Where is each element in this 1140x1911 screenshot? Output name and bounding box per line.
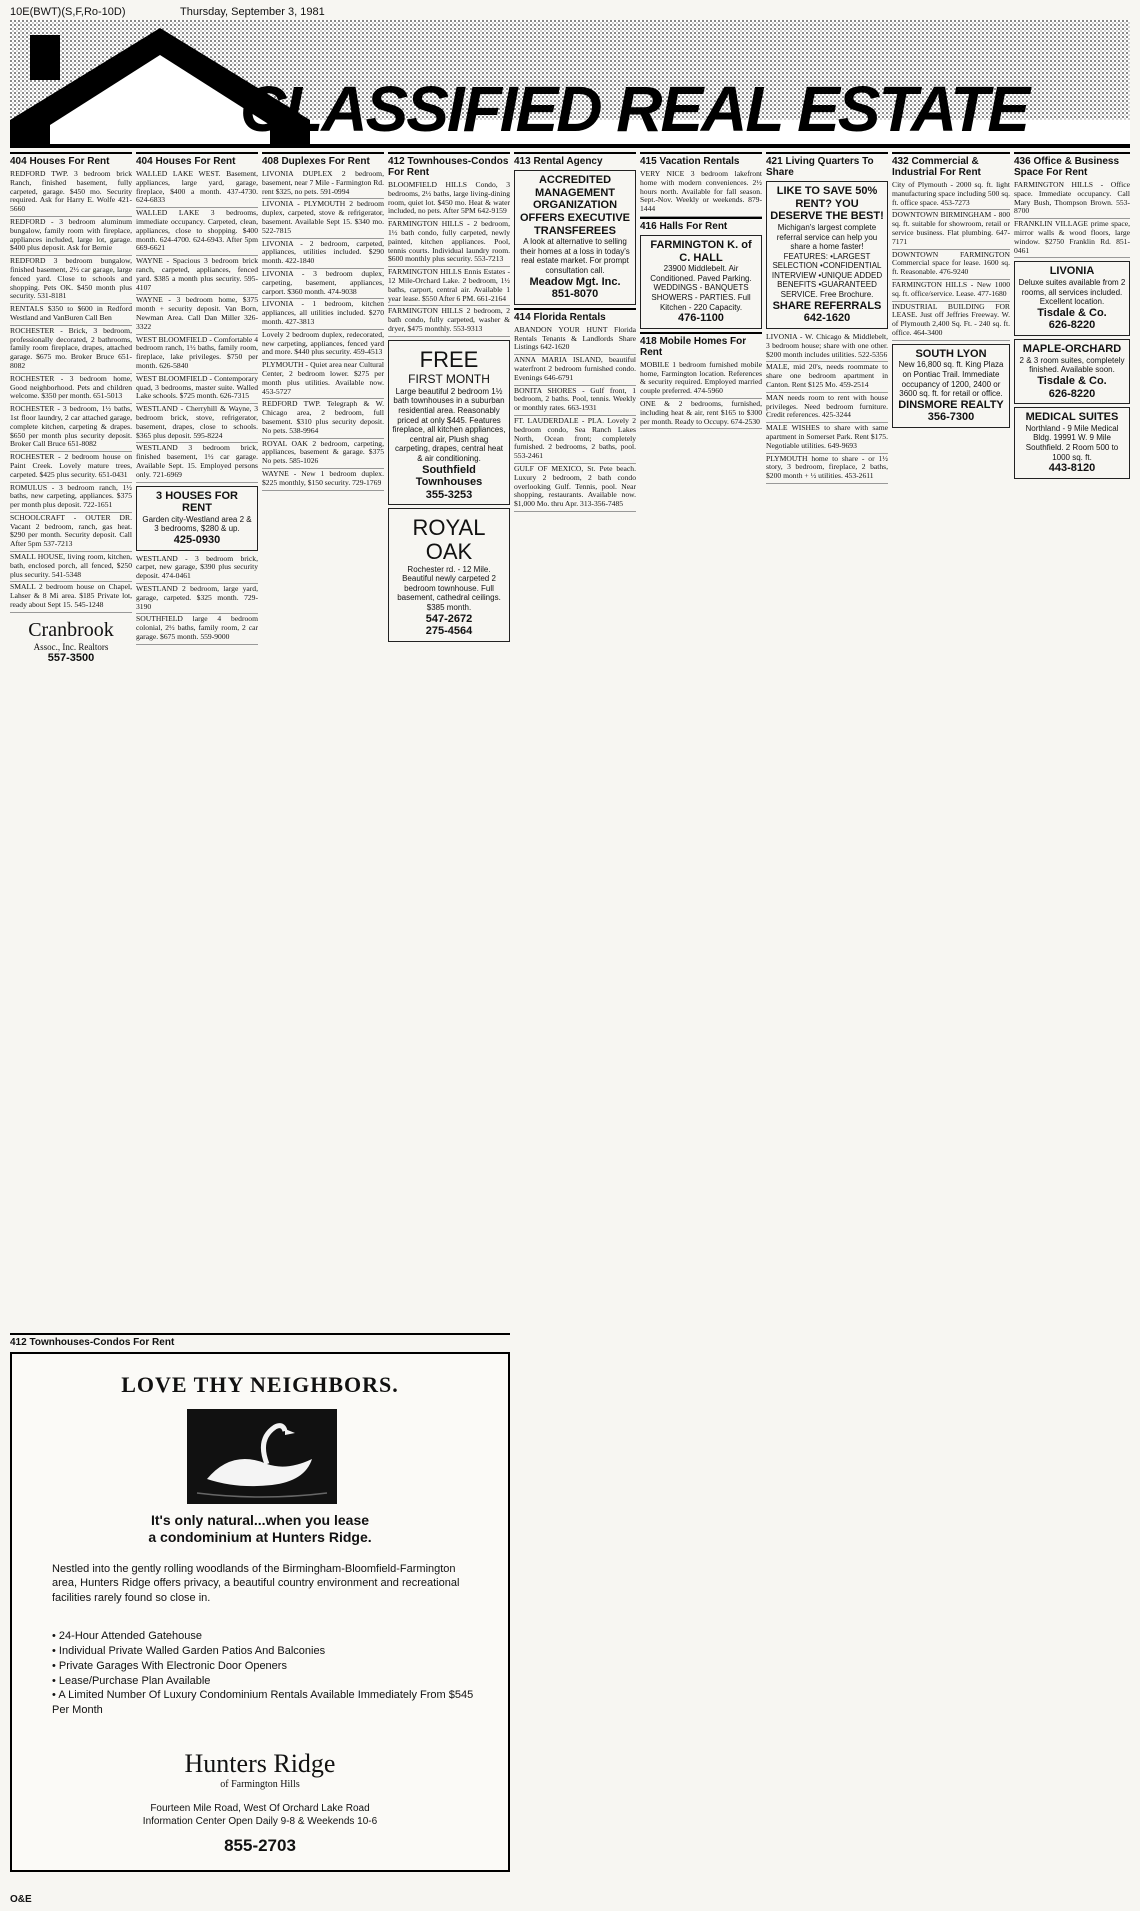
list-item: PLYMOUTH - Quiet area near Cultural Center, 2 bedroom lower. $275 per month plus utilities. Available now. 453-5727 bbox=[262, 360, 384, 399]
section-heading: 408 Duplexes For Rent bbox=[262, 152, 384, 167]
royal-oak-ad bbox=[388, 508, 510, 641]
list-item: INDUSTRIAL BUILDING FOR LEASE. Just off Jeffries Freeway. W. of Plymouth 2,400 Sq. Ft. - 240 sq. ft. office. 464-3400 bbox=[892, 302, 1010, 341]
list-item: WESTLAND 2 bedroom, large yard, garage, carpeted. $325 month. 729-3190 bbox=[136, 584, 258, 614]
list-item: WEST BLOOMFIELD - Comfortable 4 bedroom ranch, 1½ baths, family room, fireplace, lake privileges. $750 per month. 626-5840 bbox=[136, 335, 258, 374]
list-item: LIVONIA - 2 bedroom, carpeted, appliances, utilities included. $290 month. 422-1840 bbox=[262, 239, 384, 269]
column-404-b bbox=[136, 152, 258, 1332]
cranbrook-name: Cranbrook bbox=[28, 618, 114, 641]
list-item: WAYNE - 3 bedroom home, $375 month + security deposit. Van Born, Newman Area. Call Dan Miller 326-3322 bbox=[136, 295, 258, 334]
medical-phone: 443-8120 bbox=[1048, 462, 1096, 475]
list-item: DOWNTOWN FARMINGTON Commercial space for lease. 1600 sq. ft. Reasonable. 476-9240 bbox=[892, 250, 1010, 280]
list-item: REDFORD TWP. 3 bedroom brick Ranch, finished basement, fully carpeted, garage. $450 mo. Security required. Ask for Harry E. Wolfe 421-5660 bbox=[10, 169, 132, 217]
ad-phone: 855-2703 bbox=[224, 1836, 296, 1855]
royaloak-body: Rochester rd. - 12 Mile. Beautiful newly carpeted 2 bedroom townhouse. Full basement, cathedral ceilings. $385 month. bbox=[397, 564, 501, 612]
brand-logo bbox=[12, 1749, 508, 1790]
section-heading: 404 Houses For Rent bbox=[10, 152, 132, 167]
agency-name: Meadow Mgt. Inc. bbox=[529, 275, 621, 288]
maple-body: 2 & 3 room suites, completely finished. Available soon. bbox=[1019, 355, 1125, 375]
list-item: LIVONIA - 3 bedroom duplex, carpeting, basement, appliances, carport. $360 month. 474-9038 bbox=[262, 269, 384, 299]
ad-subhead-line1: It's only natural...when you lease bbox=[150, 1512, 370, 1528]
list-item: WESTLAND - Cherryhill & Wayne, 3 bedroom brick, stove, refrigerator, basement, drapes, close to schools. $365 plus deposit. 595-8224 bbox=[136, 404, 258, 443]
column-412 bbox=[388, 152, 510, 1332]
garden-phone: 425-0930 bbox=[173, 533, 221, 546]
list-item: ROCHESTER - Brick, 3 bedroom, professionally decorated, 2 bathrooms, family room fireplace, drapes, attached garage. $675 mo. Broker Bruce 651-8082 bbox=[10, 326, 132, 374]
column-408 bbox=[262, 152, 384, 1332]
livonia-title: LIVONIA bbox=[1049, 265, 1095, 278]
livonia-ad bbox=[1014, 261, 1130, 336]
column-421 bbox=[766, 152, 888, 1852]
list-item: • Private Garages With Electronic Door Openers bbox=[52, 1659, 488, 1674]
sl-body: New 16,800 sq. ft. King Plaza on Pontiac Trail. Immediate occupancy of 1200, 2400 or 3600 sq. ft. for retail or office. bbox=[898, 360, 1004, 399]
list-item: LIVONIA DUPLEX 2 bedroom, basement, near 7 Mile - Farmington Rd. rent $325, no pets. 591-0994 bbox=[262, 169, 384, 199]
share-phone: 642-1620 bbox=[803, 312, 851, 325]
list-item: WESTLAND 3 bedroom brick, finished basement, 1½ car garage. Available Sept. 15. Employed persons only. 721-6969 bbox=[136, 443, 258, 482]
list-item: FARMINGTON HILLS - 2 bedroom, 1½ bath condo, fully carpeted, newly painted, kitchen appliances. Pool, tennis courts. Individual laundry room. $600 monthly plus security. 553-7213 bbox=[388, 219, 510, 267]
list-item: BLOOMFIELD HILLS Condo, 3 bedrooms, 2½ baths, large living-dining room, quiet lot. $450 mo. Heat & water included, no pets. After 5PM 642-9159 bbox=[388, 180, 510, 219]
list-item: BONITA SHORES - Gulf front, 1 bedroom, 2 baths. Pool, tennis. Weekly or monthly rates. 663-1931 bbox=[514, 386, 636, 416]
list-item: • Lease/Purchase Plan Available bbox=[52, 1674, 488, 1689]
agency-body: A look at alternative to selling their homes at a loss in today's real estate market. For prompt consultation call. bbox=[520, 237, 630, 275]
section-heading: 415 Vacation Rentals bbox=[640, 152, 762, 167]
share-body: Michigan's largest complete referral service can help you share a home faster! FEATURES: •LARGEST SELECTION •CONFIDENTIAL INTERVIEW •UNIQUE ADDED BENEFITS •GUARANTEED SERVICE. Free Brochure. bbox=[771, 222, 883, 300]
list-item: ANNA MARIA ISLAND, beautiful waterfront 2 bedroom furnished condo. Evenings 646-6791 bbox=[514, 355, 636, 385]
list-item: WEST BLOOMFIELD - Contemporary quad, 3 bedrooms, master suite. Walled Lake schools. $725 month. 626-7315 bbox=[136, 374, 258, 404]
column-432 bbox=[892, 152, 1010, 1852]
list-item: ROCHESTER - 3 bedroom home, Good neighborhood. Pets and children welcome. $350 per month. 651-5013 bbox=[10, 374, 132, 404]
list-item: DOWNTOWN BIRMINGHAM - 800 sq. ft. suitable for showroom, retail or service business. Flat plumbing. 647-7171 bbox=[892, 210, 1010, 249]
cranbrook-phone: 557-3500 bbox=[47, 652, 95, 665]
list-item: MAN needs room to rent with house privileges. Need bedroom furniture. Credit references. 425-3244 bbox=[766, 393, 888, 423]
garden-title: 3 HOUSES FOR RENT bbox=[156, 489, 238, 515]
sl-phone: 356-7300 bbox=[927, 411, 975, 424]
south-lyon-ad bbox=[892, 344, 1010, 428]
list-item: FARMINGTON HILLS Ennis Estates - 12 Mile-Orchard Lake. 2 bedroom, 1½ baths, carport, central air. Available 1 year lease. $550 After 6 PM. 661-2164 bbox=[388, 267, 510, 306]
hall-phone: 476-1100 bbox=[678, 312, 724, 325]
hunters-ridge-ad bbox=[10, 1352, 510, 1872]
section-heading-412: 412 Townhouses-Condos For Rent bbox=[10, 1333, 510, 1348]
section-heading: 412 Townhouses-Condos For Rent bbox=[388, 152, 510, 178]
medical-body: Northland - 9 Mile Medical Bldg. 19991 W. 9 Mile Southfield. 2 Room 500 to 1000 sq. ft. bbox=[1025, 423, 1119, 462]
royaloak-title: ROYAL OAK bbox=[412, 515, 486, 564]
list-item: WAYNE - New 1 bedroom duplex. $225 monthly, $150 security. 729-1769 bbox=[262, 469, 384, 491]
cranbrook-sub: Assoc., Inc. Realtors bbox=[33, 642, 109, 653]
ad-address bbox=[12, 1802, 508, 1828]
list-item: FARMINGTON HILLS - Office space. Immediate occupancy. Call Mary Bush, Thompson Brown. 553-8700 bbox=[1014, 180, 1130, 219]
folio-date: Thursday, September 3, 1981 bbox=[180, 6, 325, 18]
list-item: REDFORD TWP. Telegraph & W. Chicago area, 2 bedroom, full basement. $310 plus security deposit. No pets. 538-9964 bbox=[262, 399, 384, 438]
section-heading: 436 Office & Business Space For Rent bbox=[1014, 152, 1130, 178]
feature-list bbox=[52, 1629, 488, 1718]
brand-sub: of Farmington Hills bbox=[220, 1779, 300, 1790]
maple-phone: 626-8220 bbox=[1048, 387, 1096, 400]
list-item: ROCHESTER - 2 bedroom house on Paint Creek. Lovely mature trees, carpeted. $425 plus security. 651-0431 bbox=[10, 452, 132, 482]
garden-city-ad bbox=[136, 486, 258, 551]
section-heading: 432 Commercial & Industrial For Rent bbox=[892, 152, 1010, 178]
list-item: ONE & 2 bedrooms, furnished, including heat & air, rent $165 to $300 per month. Ready to Occupy. 674-2530 bbox=[640, 399, 762, 429]
list-item: WALLED LAKE 3 bedrooms, immediate occupancy. Carpeted, clean, appliances, close to shopping. $400 month. 624-4700. 624-6943. After 5pm 669-6621 bbox=[136, 208, 258, 256]
sl-name: DINSMORE REALTY bbox=[898, 398, 1004, 411]
list-item: REDFORD 3 bedroom bungalow, finished basement, 2½ car garage, large fenced yard. Close to schools and shopping. Pets OK. $450 month plus security. 531-8181 bbox=[10, 256, 132, 304]
list-item: SMALL HOUSE, living room, kitchen, bath, enclosed porch, all fenced, $250 plus security. 541-5348 bbox=[10, 552, 132, 582]
section-heading: 413 Rental Agency bbox=[514, 152, 636, 167]
swan-illustration bbox=[187, 1409, 337, 1504]
hall-body: 23900 Middlebelt. Air Conditioned. Paved Parking. WEDDINGS - BANQUETS SHOWERS - PARTIES. Full Kitchen - 220 Capacity. bbox=[650, 264, 752, 312]
list-item: REDFORD - 3 bedroom aluminum bungalow, family room with fireplace, appliances included, large lot, garage. $400 plus deposit. Ask for Bernie bbox=[10, 217, 132, 256]
maple-title: MAPLE-ORCHARD bbox=[1022, 343, 1122, 356]
royaloak-phone: 547-2672 bbox=[425, 612, 473, 625]
section-heading: 418 Mobile Homes For Rent bbox=[640, 332, 762, 358]
list-item: ROMULUS - 3 bedroom ranch, 1½ baths, new carpeting, appliances. $375 per month plus deposit. 722-1651 bbox=[10, 483, 132, 513]
list-item: • A Limited Number Of Luxury Condominium Rentals Available Immediately From $545 Per Month bbox=[52, 1688, 488, 1718]
list-item: FT. LAUDERDALE - PLA. Lovely 2 bedroom condo, Sea Ranch Lakes North, Ocean front; completely furnished. 2 bedrooms, 2 baths, pool. 553-2461 bbox=[514, 416, 636, 464]
address-line1: Fourteen Mile Road, West Of Orchard Lake Road bbox=[150, 1803, 370, 1814]
livonia-phone: 626-8220 bbox=[1048, 319, 1096, 332]
promo-phone: 355-3253 bbox=[425, 488, 473, 501]
list-item: ROYAL OAK 2 bedroom, carpeting, appliances, basement & garage. $375 No pets. 585-1026 bbox=[262, 439, 384, 469]
folio-footer: O&E bbox=[10, 1894, 32, 1905]
share-title: LIKE TO SAVE 50% RENT? YOU DESERVE THE BEST! bbox=[770, 185, 884, 223]
list-item: WALLED LAKE WEST. Basement, appliances, large yard, garage, fireplace, $400 a month. 437-4730. 624-6833 bbox=[136, 169, 258, 208]
agency-phone: 851-8070 bbox=[551, 288, 599, 301]
agency-title: ACCREDITED MANAGEMENT ORGANIZATION OFFERS EXECUTIVE TRANSFEREES bbox=[519, 174, 631, 237]
address-line2: Information Center Open Daily 9-8 & Weekends 10-6 bbox=[142, 1816, 378, 1827]
list-item: WAYNE - Spacious 3 bedroom brick ranch, carpeted, appliances, fenced yard. $385 a month plus security. 595-4107 bbox=[136, 256, 258, 295]
section-heading: 421 Living Quarters To Share bbox=[766, 152, 888, 178]
column-404-a bbox=[10, 152, 132, 1332]
list-item: LIVONIA - W. Chicago & Middlebelt, 3 bedroom house; share with one other. $200 month includes utilities. 522-5356 bbox=[766, 332, 888, 362]
maple-name: Tisdale & Co. bbox=[1037, 374, 1107, 387]
list-item: • Individual Private Walled Garden Patios And Balconies bbox=[52, 1644, 488, 1659]
section-heading: 404 Houses For Rent bbox=[136, 152, 258, 167]
folio-code: 10E(BWT)(S,F,Ro-10D) bbox=[10, 6, 126, 18]
list-item: SMALL 2 bedroom house on Chapel, Lahser & 8 Mi area. $185 Private lot, ready about Sept 15. 545-1248 bbox=[10, 582, 132, 612]
agency-ad bbox=[514, 170, 636, 305]
list-item: VERY NICE 3 bedroom lakefront home with modern conveniences. 2½ hours north. Available for fall season. Sept.-Nov. Weekly or weekends. 879-1444 bbox=[640, 169, 762, 217]
list-item: RENTALS $350 to $600 in Redford Westland and VanBuren Call Ben bbox=[10, 304, 132, 326]
list-item: PLYMOUTH home to share - or 1½ story, 3 bedroom, fireplace, 2 baths, $200 month + ½ utilities. 453-2611 bbox=[766, 454, 888, 484]
list-item: SCHOOLCRAFT - OUTER DR. Vacant 2 bedroom, ranch, gas heat. $290 per month. Security deposit. Call After 5pm 537-7213 bbox=[10, 513, 132, 552]
promo-sub: FIRST MONTH bbox=[408, 371, 490, 386]
sl-title: SOUTH LYON bbox=[915, 347, 987, 360]
list-item: SOUTHFIELD large 4 bedroom colonial, 2½ baths, family room, 2 car garage. $675 month. 559-9000 bbox=[136, 614, 258, 644]
list-item: FARMINGTON HILLS 2 bedroom, 2 bath condo, fully carpeted, washer & dryer, $475 monthly. 553-9313 bbox=[388, 306, 510, 336]
column-413-414 bbox=[514, 152, 636, 1852]
section-heading: 416 Halls For Rent bbox=[640, 217, 762, 232]
list-item: FARMINGTON HILLS - New 1000 sq. ft. office/service. Lease. 477-1680 bbox=[892, 280, 1010, 302]
hall-title: FARMINGTON K. of C. HALL bbox=[650, 238, 752, 264]
livonia-name: Tisdale & Co. bbox=[1037, 306, 1107, 319]
ad-subhead bbox=[12, 1512, 508, 1546]
list-item: LIVONIA - 1 bedroom, kitchen appliances, all utilities included. $270 month. 427-3813 bbox=[262, 299, 384, 329]
royaloak-phone2: 275-4564 bbox=[425, 625, 473, 638]
ad-body: Nestled into the gently rolling woodlands of the Birmingham-Bloomfield-Farmington area, Hunters Ridge offers privacy, a beautiful country environment and recreational facilities rarely found so close in. bbox=[52, 1563, 460, 1604]
list-item: • 24-Hour Attended Gatehouse bbox=[52, 1629, 488, 1644]
classified-masthead bbox=[10, 20, 1130, 148]
brand-name: Hunters Ridge bbox=[184, 1749, 336, 1778]
list-item: City of Plymouth - 2000 sq. ft. light manufacturing space including 500 sq. ft. office space. 453-7273 bbox=[892, 180, 1010, 210]
column-436 bbox=[1014, 152, 1130, 1852]
share-name: SHARE REFERRALS bbox=[772, 299, 882, 312]
list-item: FRANKLIN VILLAGE prime space, mirror walls & wood floors, large window. $2750 Franklin Rd. 851-0461 bbox=[1014, 219, 1130, 258]
ad-headline: LOVE THY NEIGHBORS. bbox=[121, 1372, 399, 1397]
garden-body: Garden city-Westland area 2 & 3 bedrooms, $280 & up. bbox=[142, 514, 252, 534]
list-item: ROCHESTER - 3 bedroom, 1½ baths, 1st floor laundry, 2 car attached garage, complete kitchen, carpeting & drapes. $650 per month plus security deposit. Broker Call Bruce 651-8082 bbox=[10, 404, 132, 452]
cranbrook-ad bbox=[10, 619, 132, 665]
maple-orchard-ad bbox=[1014, 339, 1130, 404]
ad-subhead-line2: a condominium at Hunters Ridge. bbox=[148, 1528, 372, 1545]
list-item: MALE WISHES to share with same apartment in Somerset Park. Rent $175. Negotiable utilities. 649-9693 bbox=[766, 423, 888, 453]
free-first-month-ad bbox=[388, 340, 510, 506]
list-item: LIVONIA - PLYMOUTH 2 bedroom duplex, carpeted, stove & refrigerator, basement. Available Sept 15. $340 mo. 522-7815 bbox=[262, 199, 384, 238]
share-ad bbox=[766, 181, 888, 329]
list-item: MOBILE 1 bedroom furnished mobile home, Farmington location. References & security required. Employed married couple preferred. 474-5960 bbox=[640, 360, 762, 399]
medical-ad bbox=[1014, 407, 1130, 479]
section-heading: 414 Florida Rentals bbox=[514, 308, 636, 323]
promo-body: Large beautiful 2 bedroom 1½ bath townhouses in a suburban residential area. Reasonably priced at only $445. Features fireplace, all kitchen appliances, central air, Plush shag carpeting, drapes, central heat & air conditioning. bbox=[392, 386, 506, 463]
list-item: Lovely 2 bedroom duplex, redecorated, new carpeting, appliances, fenced yard and more. $440 plus security. 459-4513 bbox=[262, 330, 384, 360]
livonia-body: Deluxe suites available from 2 rooms, all services included. Excellent location. bbox=[1018, 278, 1126, 307]
promo-name: Southfield Townhouses bbox=[415, 463, 483, 489]
medical-title: MEDICAL SUITES bbox=[1025, 411, 1119, 424]
column-415-418 bbox=[640, 152, 762, 1852]
masthead-title: CLASSIFIED REAL ESTATE bbox=[240, 73, 1029, 145]
list-item: ABANDON YOUR HUNT Florida Rentals Tenants & Landlords Share Listings 642-1620 bbox=[514, 325, 636, 355]
list-item: GULF OF MEXICO, St. Pete beach. Luxury 2 bedroom, 2 bath condo overlooking Gulf. Tennis, pool. Near shopping, restaurants. Available now. $1,000 Mo. thru Apr. 313-356-7485 bbox=[514, 464, 636, 512]
list-item: MALE, mid 20's, needs roommate to share one bedroom apartment in Canton. Rent $125 Mo. 459-2514 bbox=[766, 362, 888, 392]
hall-ad bbox=[640, 235, 762, 329]
promo-headline: FREE bbox=[419, 346, 479, 372]
list-item: WESTLAND - 3 bedroom brick, carpet, new garage, $390 plus security deposit. 474-0461 bbox=[136, 554, 258, 584]
